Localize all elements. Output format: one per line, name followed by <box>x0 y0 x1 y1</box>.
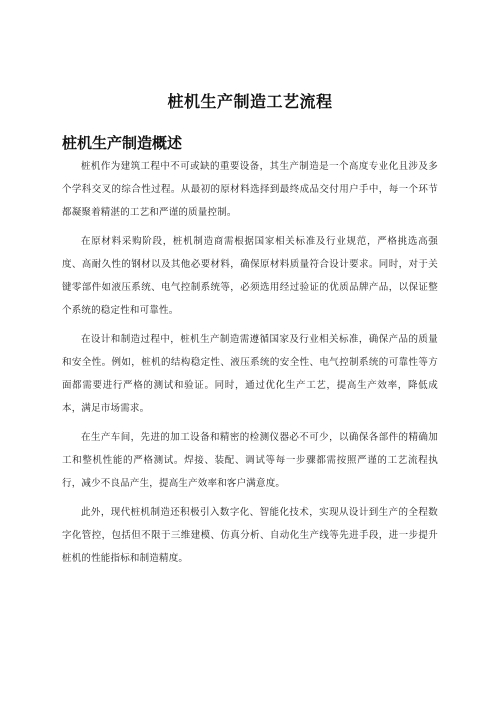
document-title: 桩机生产制造工艺流程 <box>167 92 333 111</box>
body-text <box>62 155 438 576</box>
paragraph-4: 在生产车间，先进的加工设备和精密的检测仪器必不可少，以确保各部件的精确加工和整机性能的严格测试。焊接、装配、调试等每一步骤都需按照严谨的工艺流程执行，减少不良品产生，提高生产效率和客户满意度。 <box>62 432 438 489</box>
paragraph-2: 在原材料采购阶段，桩机制造商需根据国家相关标准及行业规范，严格挑选高强度、高耐久性的钢材以及其他必要材料，确保原材料质量符合设计要求。同时，对于关键零部件如液压系统、电气控制系统等，必须选用经过验证的优质品牌产品，以保证整个系统的稳定性和可靠性。 <box>62 236 438 316</box>
paragraph-3: 在设计和制造过程中，桩机生产制造需遵循国家及行业相关标准，确保产品的质量和安全性。例如，桩机的结构稳定性、液压系统的安全性、电气控制系统的可靠性等方面都需要进行严格的测试和验证。同时，通过优化生产工艺，提高生产效率，降低成本，满足市场需求。 <box>62 334 438 414</box>
section-heading: 桩机生产制造概述 <box>62 134 183 152</box>
paragraph-1: 桩机作为建筑工程中不可或缺的重要设备，其生产制造是一个高度专业化且涉及多个学科交叉的综合性过程。从最初的原材料选择到最终成品交付用户手中，每一个环节都凝聚着精湛的工艺和严谨的质量控制。 <box>62 161 438 218</box>
paragraph-5: 此外，现代桩机制造还积极引入数字化、智能化技术，实现从设计到生产的全程数字化管控，包括但不限于三维建模、仿真分析、自动化生产线等先进手段，进一步提升桩机的性能指标和制造精度。 <box>62 507 438 564</box>
